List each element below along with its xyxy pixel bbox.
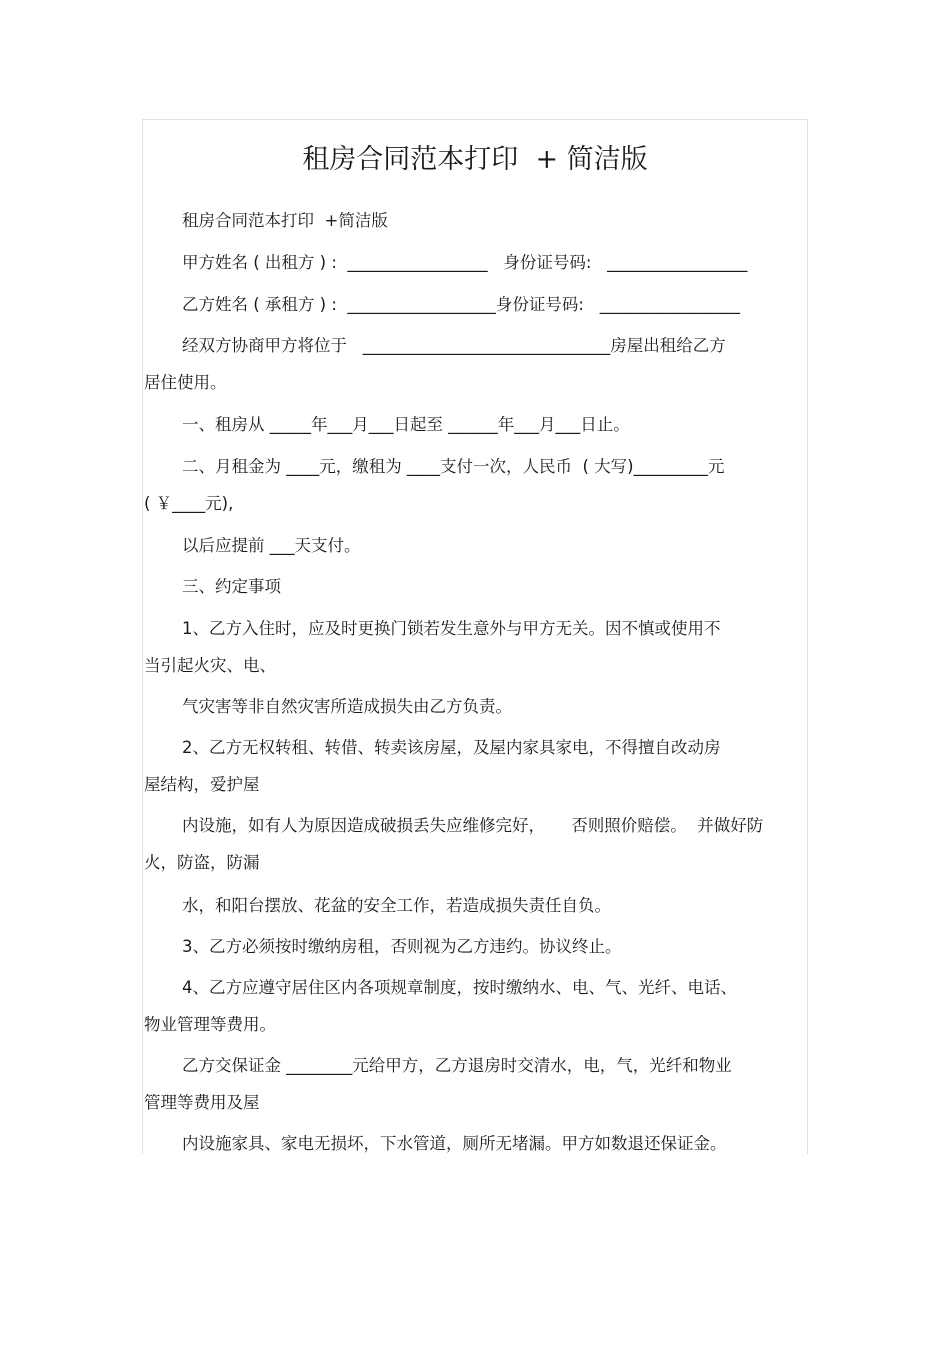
monthly-rent-continued: ( ￥____元), bbox=[144, 494, 234, 513]
term-1-paragraph-2: 气灾害等非自然灾害所造成损失由乙方负责。 bbox=[182, 697, 512, 716]
term-4-line: 4、乙方应遵守居住区内各项规章制度，按时缴纳水、电、气、光纤、电话、 bbox=[182, 978, 737, 997]
property-location-line: 经双方协商甲方将位于 ______________________________房屋出租给乙方 bbox=[182, 336, 726, 355]
page-border-left bbox=[142, 119, 143, 1154]
landlord-name-line: 甲方姓名 ( 出租方 ) : _________________ 身份证号码: _________________ bbox=[182, 253, 748, 272]
tenant-name-line: 乙方姓名 ( 承租方 ) : __________________身份证号码: _________________ bbox=[182, 295, 740, 314]
term-1-continued: 当引起火灾、电、 bbox=[144, 656, 276, 675]
deposit-refund-line: 内设施家具、家电无损坏，下水管道，厕所无堵漏。甲方如数退还保证金。 bbox=[182, 1134, 727, 1153]
document-title: 租房合同范本打印 + 简洁版 bbox=[302, 144, 648, 175]
term-1-line: 1、乙方入住时，应及时更换门锁若发生意外与甲方无关。因不慎或使用不 bbox=[182, 619, 721, 638]
term-2-line: 2、乙方无权转租、转借、转卖该房屋，及屋内家具家电，不得擅自改动房 bbox=[182, 738, 721, 757]
rental-period-clause: 一、租房从 _____年___月___日起至 ______年___月___日止。 bbox=[182, 415, 630, 434]
advance-payment-line: 以后应提前 ___天支付。 bbox=[182, 536, 361, 555]
subtitle-line: 租房合同范本打印 +简洁版 bbox=[182, 211, 388, 230]
monthly-rent-clause: 二、月租金为 ____元，缴租为 ____支付一次，人民币 ( 大写)_________元 bbox=[182, 457, 725, 476]
deposit-clause-continued: 管理等费用及屋 bbox=[144, 1093, 260, 1112]
term-2-paragraph-2: 内设施，如有人为原因造成破损丢失应维修完好， 否则照价赔偿。 并做好防 bbox=[182, 816, 764, 835]
page-border-top bbox=[142, 119, 808, 120]
term-2-paragraph-2-continued: 火，防盗，防漏 bbox=[144, 853, 260, 872]
section-heading-terms: 三、约定事项 bbox=[182, 577, 281, 596]
term-2-continued: 屋结构，爱护屋 bbox=[144, 775, 260, 794]
deposit-clause: 乙方交保证金 ________元给甲方，乙方退房时交清水，电，气，光纤和物业 bbox=[182, 1056, 732, 1075]
page-border-right bbox=[807, 119, 808, 1154]
term-4-continued: 物业管理等费用。 bbox=[144, 1015, 276, 1034]
property-location-continued: 居住使用。 bbox=[144, 373, 227, 392]
term-3-line: 3、乙方必须按时缴纳房租，否则视为乙方违约。协议终止。 bbox=[182, 937, 622, 956]
term-2-paragraph-3: 水，和阳台摆放、花盆的安全工作，若造成损失责任自负。 bbox=[182, 896, 611, 915]
